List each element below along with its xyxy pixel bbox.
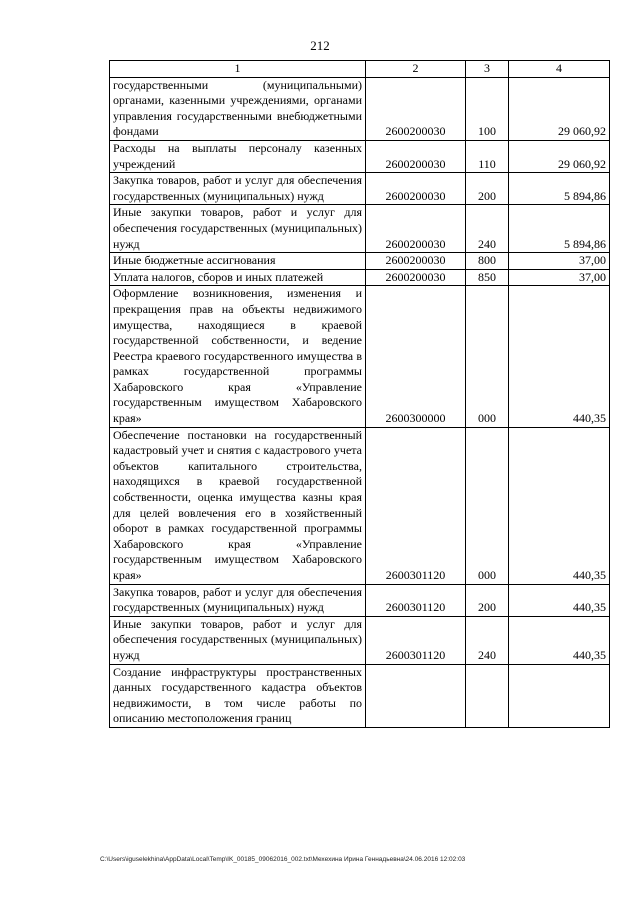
table-row	[110, 77, 610, 140]
row-amount: 440,35	[509, 427, 610, 584]
row-amount: 37,00	[509, 269, 610, 286]
row-expense-type: 800	[466, 253, 509, 270]
row-code: 2600200030	[366, 205, 466, 253]
row-name: Расходы на выплаты персоналу казенных учреждений	[110, 140, 366, 172]
row-expense-type: 850	[466, 269, 509, 286]
row-name: Закупка товаров, работ и услуг для обеспечения государственных (муниципальных) нужд	[110, 584, 366, 616]
row-amount: 5 894,86	[509, 173, 610, 205]
row-code: 2600300000	[366, 286, 466, 427]
table-row	[110, 173, 610, 205]
table-row	[110, 269, 610, 286]
row-code	[366, 664, 466, 727]
row-code: 2600200030	[366, 173, 466, 205]
row-expense-type: 000	[466, 286, 509, 427]
row-expense-type	[466, 664, 509, 727]
row-name: Иные закупки товаров, работ и услуг для обеспечения государственных (муниципальных) нужд	[110, 616, 366, 664]
row-name: государственными (муниципальными) органами, казенными учреждениями, органами управления государственными внебюджетными фондами	[110, 77, 366, 140]
row-code: 2600301120	[366, 616, 466, 664]
row-expense-type: 110	[466, 140, 509, 172]
file-path-footer: C:\Users\iguselekhina\AppData\Local\Temp\IK_00185_09062016_002.txt\Мехехина Ирина Геннадьевна\24.06.2016 12:02:03	[100, 856, 466, 863]
row-amount: 37,00	[509, 253, 610, 270]
table-row	[110, 427, 610, 584]
row-code: 2600301120	[366, 427, 466, 584]
row-name: Оформление возникновения, изменения и прекращения прав на объекты недвижимого имущества, находящиеся в краевой государственной собственности, и ведение Реестра краевого государственного имущества в рамках государственной программы Хабаровского края «Управление государственным имуществом Хабаровского края»	[110, 286, 366, 427]
row-code: 2600301120	[366, 584, 466, 616]
row-code: 2600200030	[366, 140, 466, 172]
row-amount: 440,35	[509, 286, 610, 427]
table-row	[110, 286, 610, 427]
column-header-name: 1	[110, 61, 366, 78]
row-expense-type: 240	[466, 205, 509, 253]
row-code: 2600200030	[366, 253, 466, 270]
row-name: Создание инфраструктуры пространственных данных государственного кадастра объектов недвижимости, в том числе работы по описанию местоположения границ	[110, 664, 366, 727]
table-row	[110, 664, 610, 727]
row-expense-type: 200	[466, 584, 509, 616]
row-amount: 29 060,92	[509, 140, 610, 172]
column-header-amount: 4	[509, 61, 610, 78]
row-expense-type: 240	[466, 616, 509, 664]
table-row	[110, 616, 610, 664]
row-name: Обеспечение постановки на государственный кадастровый учет и снятия с кадастрового учета объектов капитального строительства, находящихся в краевой государственной собственности, оценка имущества казны края для целей вовлечения его в хозяйственный оборот в рамках государственной программы Хабаровского края «Управление государственным имуществом Хабаровского края»	[110, 427, 366, 584]
row-code: 2600200030	[366, 269, 466, 286]
table-row	[110, 253, 610, 270]
page-number: 212	[310, 38, 330, 53]
table-row	[110, 584, 610, 616]
row-expense-type: 200	[466, 173, 509, 205]
row-expense-type: 000	[466, 427, 509, 584]
column-header-type: 3	[466, 61, 509, 78]
column-header-code: 2	[366, 61, 466, 78]
row-expense-type: 100	[466, 77, 509, 140]
table-header-row	[110, 61, 610, 78]
row-name: Закупка товаров, работ и услуг для обеспечения государственных (муниципальных) нужд	[110, 173, 366, 205]
row-name: Иные закупки товаров, работ и услуг для обеспечения государственных (муниципальных) нужд	[110, 205, 366, 253]
table-row	[110, 205, 610, 253]
row-amount: 5 894,86	[509, 205, 610, 253]
row-amount: 29 060,92	[509, 77, 610, 140]
row-amount	[509, 664, 610, 727]
row-name: Иные бюджетные ассигнования	[110, 253, 366, 270]
row-code: 2600200030	[366, 77, 466, 140]
table-row	[110, 140, 610, 172]
row-amount: 440,35	[509, 616, 610, 664]
budget-table	[109, 60, 610, 728]
row-name: Уплата налогов, сборов и иных платежей	[110, 269, 366, 286]
row-amount: 440,35	[509, 584, 610, 616]
